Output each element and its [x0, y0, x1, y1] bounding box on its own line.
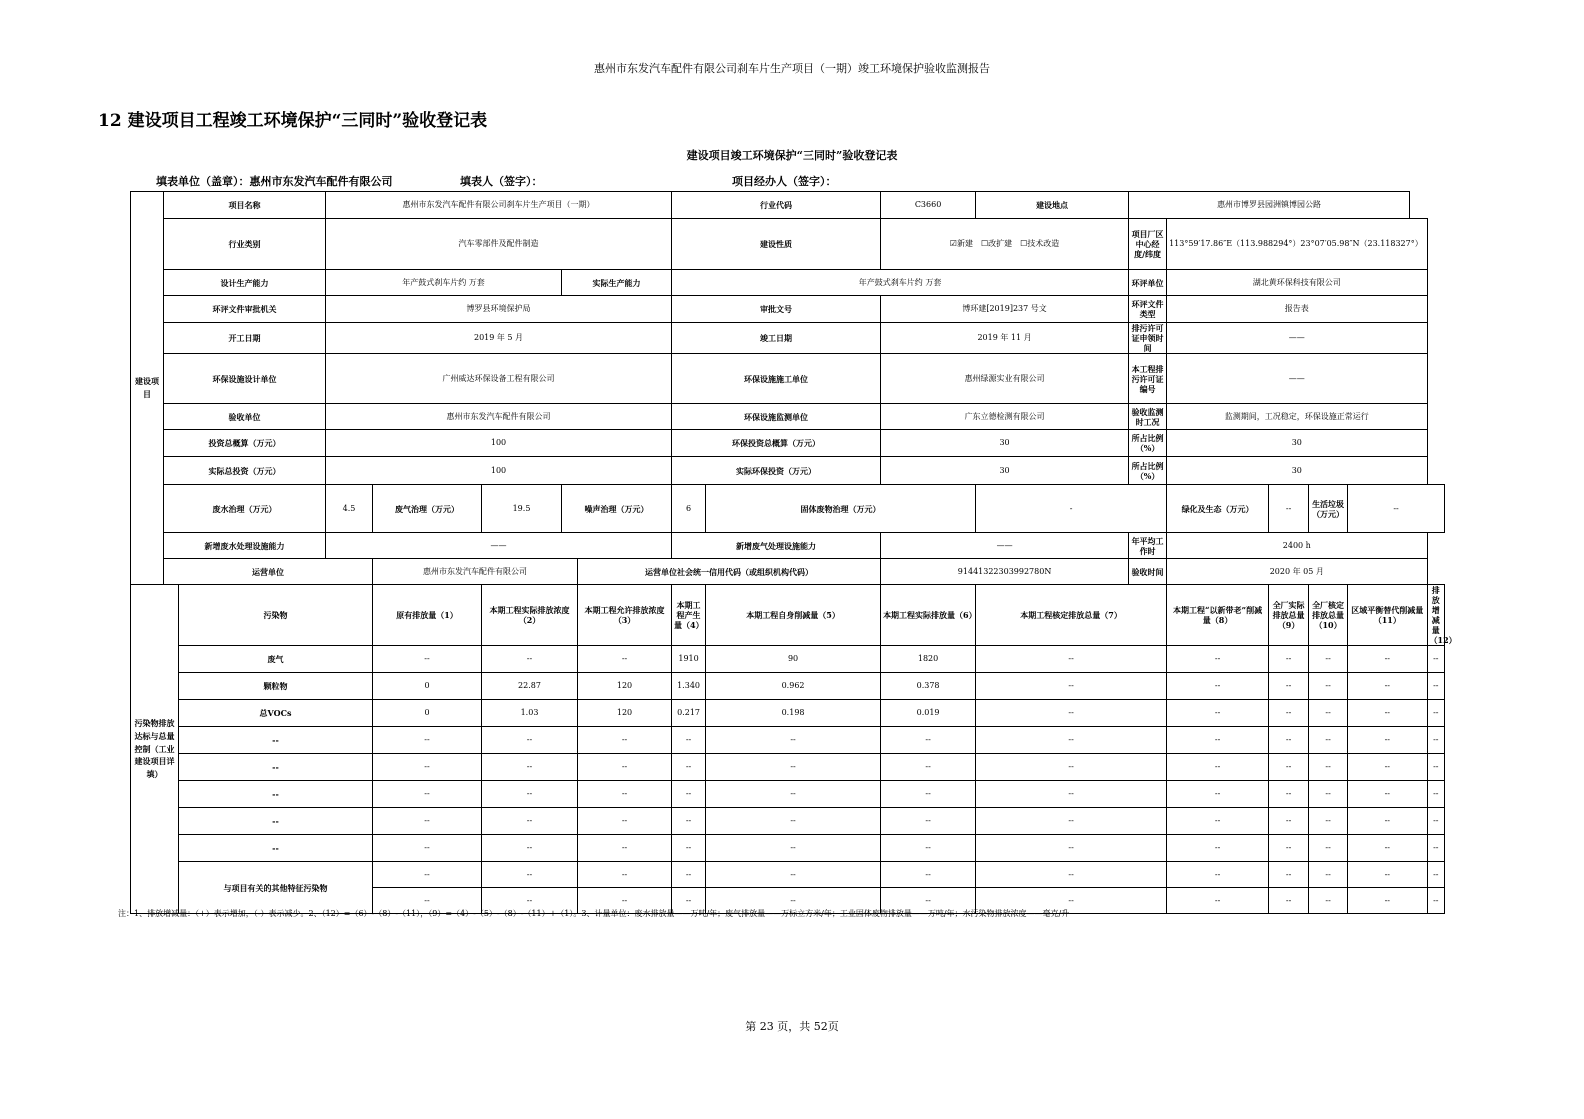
pollution-cell: --	[976, 754, 1167, 781]
value-domestic-waste-cost: --	[1348, 485, 1445, 533]
pollution-cell: --	[1167, 781, 1269, 808]
pollution-cell: --	[1269, 727, 1309, 754]
label-investment-budget: 投资总概算（万元）	[164, 430, 326, 457]
pollution-cell: --	[881, 808, 976, 835]
pollution-cell: --	[672, 781, 706, 808]
pollution-cell: --	[1427, 646, 1444, 673]
pollution-header-row	[131, 585, 1445, 646]
value-project-name: 惠州市东发汽车配件有限公司刹车片生产项目（一期）	[326, 192, 672, 219]
pollution-cell: --	[1427, 888, 1444, 914]
pollution-cell: 1.03	[482, 700, 578, 727]
pollution-cell: --	[706, 862, 881, 888]
pollution-cell: --	[706, 888, 881, 914]
value-industry-code: C3660	[881, 192, 976, 219]
value-greening-cost: --	[1269, 485, 1309, 533]
label-acceptance-time: 验收时间	[1129, 559, 1167, 585]
label-permit-no: 本工程排污许可证编号	[1129, 354, 1167, 404]
pollution-cell: 0.019	[881, 700, 976, 727]
label-approver: 环评文件审批机关	[164, 296, 326, 323]
pollution-row	[131, 835, 1445, 862]
pollution-cell: 0.378	[881, 673, 976, 700]
fill-person: 填表人（签字）：	[460, 175, 543, 188]
value-actual-env-investment: 30	[881, 457, 1129, 485]
pollution-cell: 0	[373, 700, 482, 727]
pollution-cell: --	[1167, 673, 1269, 700]
pollution-cell: --	[672, 727, 706, 754]
value-permit-no: ——	[1167, 354, 1427, 404]
pollution-cell: --	[1348, 835, 1427, 862]
pollution-cell: --	[1309, 700, 1348, 727]
pollution-cell: --	[1309, 835, 1348, 862]
pollution-cell: --	[1427, 862, 1444, 888]
value-wastegas-cost: 19.5	[482, 485, 562, 533]
pollution-cell: --	[1348, 646, 1427, 673]
pollution-cell: --	[672, 754, 706, 781]
value-env-build-unit: 惠州绿源实业有限公司	[881, 354, 1129, 404]
pollution-row	[131, 700, 1445, 727]
label-complete-date: 竣工日期	[672, 323, 881, 354]
pollution-cell: --	[706, 727, 881, 754]
pollution-cell: --	[1427, 727, 1444, 754]
pollution-cell: --	[706, 781, 881, 808]
pollution-cell: --	[1427, 754, 1444, 781]
pollution-cell: --	[1427, 835, 1444, 862]
pollution-row	[131, 646, 1445, 673]
value-ratio-actual: 30	[1167, 457, 1427, 485]
pollution-cell: --	[179, 808, 373, 835]
pollution-header-cell: 原有排放量（1）	[373, 585, 482, 646]
pollution-cell: --	[1269, 646, 1309, 673]
pollution-cell: --	[976, 808, 1167, 835]
label-new-wastewater-capacity: 新增废水处理设施能力	[164, 533, 326, 559]
pollution-cell: --	[373, 808, 482, 835]
pollution-cell: --	[1269, 808, 1309, 835]
label-actual-env-investment: 实际环保投资（万元）	[672, 457, 881, 485]
pollution-cell: --	[1167, 835, 1269, 862]
value-start-date: 2019 年 5 月	[326, 323, 672, 354]
pollution-cell: 90	[706, 646, 881, 673]
pollution-cell: --	[578, 754, 672, 781]
pollution-cell: 1910	[672, 646, 706, 673]
pollution-header-cell: 本期工程允许排放浓度（3）	[578, 585, 672, 646]
pollution-cell: --	[672, 835, 706, 862]
pollution-cell: 0.217	[672, 700, 706, 727]
pollution-cell: --	[1167, 646, 1269, 673]
pollution-cell: 22.87	[482, 673, 578, 700]
pollution-cell: 颗粒物	[179, 673, 373, 700]
pollution-cell: --	[672, 888, 706, 914]
pollution-cell: --	[482, 727, 578, 754]
label-solid-waste-cost: 固体废物治理（万元）	[706, 485, 976, 533]
pollution-row	[131, 808, 1445, 835]
label-actual-investment: 实际总投资（万元）	[164, 457, 326, 485]
label-greening-cost: 绿化及生态（万元）	[1167, 485, 1269, 533]
value-approver: 博罗县环境保护局	[326, 296, 672, 323]
pollution-cell: --	[976, 727, 1167, 754]
registration-table	[130, 191, 1457, 914]
label-env-build-unit: 环保设施施工单位	[672, 354, 881, 404]
pollution-cell: --	[179, 754, 373, 781]
pollution-header-cell: 区域平衡替代削减量（11）	[1348, 585, 1427, 646]
label-wastegas-cost: 废气治理（万元）	[373, 485, 482, 533]
label-env-investment-budget: 环保投资总概算（万元）	[672, 430, 881, 457]
pollution-cell: --	[1427, 781, 1444, 808]
label-actual-capacity: 实际生产能力	[562, 270, 672, 296]
value-monitor-condition: 监测期间，工况稳定，环保设施正常运行	[1167, 404, 1427, 430]
label-annual-hours: 年平均工作时	[1129, 533, 1167, 559]
page-header: 惠州市东发汽车配件有限公司刹车片生产项目（一期）竣工环境保护验收监测报告	[594, 62, 990, 75]
pollution-row	[131, 673, 1445, 700]
pollution-header-cell: 全厂实际排放总量（9）	[1269, 585, 1309, 646]
pollution-cell: --	[179, 835, 373, 862]
pollution-cell: --	[1348, 700, 1427, 727]
pollution-cell: 1.340	[672, 673, 706, 700]
pollution-cell: --	[1167, 862, 1269, 888]
label-industry-code: 行业代码	[672, 192, 881, 219]
pollution-cell: --	[1309, 808, 1348, 835]
pollution-cell: --	[1309, 727, 1348, 754]
pollution-cell: --	[373, 781, 482, 808]
value-acceptance-time: 2020 年 05 月	[1167, 559, 1427, 585]
pollution-row	[131, 754, 1445, 781]
project-manager: 项目经办人（签字）：	[732, 175, 837, 188]
value-solid-waste-cost: -	[976, 485, 1167, 533]
value-design-capacity: 年产鼓式刹车片约 万套	[326, 270, 562, 296]
pollution-header-cell: 全厂核定排放总量（10）	[1309, 585, 1348, 646]
pollution-cell: --	[976, 646, 1167, 673]
value-credit-code: 91441322303992780N	[881, 559, 1129, 585]
label-industry-category: 行业类别	[164, 219, 326, 270]
value-env-design-unit: 广州威达环保设备工程有限公司	[326, 354, 672, 404]
pollution-cell: --	[881, 888, 976, 914]
pollution-cell: --	[373, 727, 482, 754]
other-pollutant-row	[131, 862, 1445, 888]
label-ratio-budget: 所占比例（%）	[1129, 430, 1167, 457]
label-env-design-unit: 环保设施设计单位	[164, 354, 326, 404]
pollution-cell: --	[706, 835, 881, 862]
pollution-cell: --	[482, 835, 578, 862]
pollution-cell: --	[578, 781, 672, 808]
label-other-pollutants: 与项目有关的其他特征污染物	[179, 862, 373, 914]
pollution-cell: --	[373, 862, 482, 888]
value-new-wastewater-capacity: ——	[326, 533, 672, 559]
pollution-cell: --	[1167, 700, 1269, 727]
pollution-row	[131, 727, 1445, 754]
value-operator: 惠州市东发汽车配件有限公司	[373, 559, 578, 585]
pollution-cell: --	[179, 727, 373, 754]
value-site: 惠州市博罗县园洲镇博园公路	[1129, 192, 1410, 219]
pollution-cell: --	[1269, 754, 1309, 781]
label-monitor-condition: 验收监测时工况	[1129, 404, 1167, 430]
pollution-cell: 120	[578, 673, 672, 700]
pollution-cell: --	[1167, 888, 1269, 914]
pollution-cell: --	[1348, 808, 1427, 835]
label-build-nature: 建设性质	[672, 219, 881, 270]
pollution-cell: --	[578, 646, 672, 673]
footnote: 注：1、排放增减量：（+）表示增加，（-）表示减少。2、（12）=（6）-（8）-（11），（9）=（4）-（5）-（8）-（11）+（1）。3、计量单位：废水排放量——万吨/年；废气排放量——万标立方米/年；工业固体废物排放量——万吨/年；水污染物排放浓度——毫克/升	[118, 909, 1070, 918]
pollution-cell: --	[976, 888, 1167, 914]
value-complete-date: 2019 年 11 月	[881, 323, 1129, 354]
label-monitor-unit: 环保设施监测单位	[672, 404, 881, 430]
pollution-cell: --	[1269, 835, 1309, 862]
pollution-header-cell: 本期工程“以新带老”削减量（8）	[1167, 585, 1269, 646]
label-credit-code: 运营单位社会统一信用代码（或组织机构代码）	[578, 559, 881, 585]
pollution-header-cell: 本期工程实际排放量（6）	[881, 585, 976, 646]
pollution-cell: --	[976, 835, 1167, 862]
value-wastewater-cost: 4.5	[326, 485, 373, 533]
pollution-cell: --	[373, 754, 482, 781]
value-monitor-unit: 广东立德检测有限公司	[881, 404, 1129, 430]
pollution-cell: --	[1309, 781, 1348, 808]
pollution-cell: --	[578, 808, 672, 835]
value-noise-cost: 6	[672, 485, 706, 533]
label-eia-unit: 环评单位	[1129, 270, 1167, 296]
pollution-cell: --	[1427, 673, 1444, 700]
pollution-cell: --	[1427, 700, 1444, 727]
pollution-cell: --	[482, 646, 578, 673]
pollution-cell: --	[706, 808, 881, 835]
value-investment-budget: 100	[326, 430, 672, 457]
pollution-cell: --	[179, 781, 373, 808]
pollution-cell: 0	[373, 673, 482, 700]
pollution-cell: --	[976, 700, 1167, 727]
fill-unit: 填表单位（盖章）：惠州市东发汽车配件有限公司	[156, 175, 393, 188]
pollution-cell: --	[1309, 646, 1348, 673]
label-noise-cost: 噪声治理（万元）	[562, 485, 672, 533]
pollution-cell: --	[1348, 727, 1427, 754]
value-center-coords: 113°59′17.86″E（113.988294°）23°07′05.98″N（23.118327°）	[1167, 219, 1427, 270]
pollution-cell: --	[482, 808, 578, 835]
label-project-name: 项目名称	[164, 192, 326, 219]
section-pollution-label: 污染物排放达标与总量控制（工业建设项目详填）	[131, 585, 179, 914]
pollution-header-cell: 本期工程自身削减量（5）	[706, 585, 881, 646]
pollution-cell: --	[976, 781, 1167, 808]
pollution-header-cell: 排放增减量（12）	[1427, 585, 1444, 646]
label-site: 建设地点	[976, 192, 1129, 219]
pollution-cell: --	[373, 888, 482, 914]
pollution-cell: --	[1309, 673, 1348, 700]
pollution-cell: --	[1427, 808, 1444, 835]
pollution-cell: --	[1348, 862, 1427, 888]
pollution-cell: --	[1269, 673, 1309, 700]
pollution-cell: --	[1269, 781, 1309, 808]
value-build-nature: ☑新建 ☐改扩建 ☐技术改造	[881, 219, 1129, 270]
pollution-cell: --	[1269, 862, 1309, 888]
pollution-cell: --	[1167, 754, 1269, 781]
value-industry-category: 汽车零部件及配件制造	[326, 219, 672, 270]
pollution-cell: --	[1167, 727, 1269, 754]
label-wastewater-cost: 废水治理（万元）	[164, 485, 326, 533]
pollution-cell: --	[672, 862, 706, 888]
pollution-header-cell: 本期工程产生量（4）	[672, 585, 706, 646]
value-approval-no: 博环建[2019]237 号文	[881, 296, 1129, 323]
pollution-cell: --	[482, 781, 578, 808]
pollution-cell: --	[1348, 673, 1427, 700]
pollution-cell: --	[1269, 888, 1309, 914]
label-new-wastegas-capacity: 新增废气处理设施能力	[672, 533, 881, 559]
label-acceptance-unit: 验收单位	[164, 404, 326, 430]
pollution-cell: --	[881, 835, 976, 862]
pollution-cell: --	[1348, 888, 1427, 914]
value-new-wastegas-capacity: ——	[881, 533, 1129, 559]
pollution-cell: 废气	[179, 646, 373, 673]
pollution-cell: --	[578, 835, 672, 862]
pollution-cell: --	[1167, 808, 1269, 835]
label-operator: 运营单位	[164, 559, 373, 585]
pollution-cell: --	[1309, 888, 1348, 914]
pollution-cell: --	[1348, 781, 1427, 808]
section-title: 12 建设项目工程竣工环境保护“三同时”验收登记表	[98, 111, 488, 131]
pollution-header-cell: 本期工程核定排放总量（7）	[976, 585, 1167, 646]
pollution-row	[131, 781, 1445, 808]
pollution-cell: --	[373, 646, 482, 673]
value-actual-investment: 100	[326, 457, 672, 485]
pollution-cell: 0.198	[706, 700, 881, 727]
value-ratio-budget: 30	[1167, 430, 1427, 457]
pollution-cell: --	[881, 727, 976, 754]
label-eia-type: 环评文件类型	[1129, 296, 1167, 323]
label-approval-no: 审批文号	[672, 296, 881, 323]
pollution-cell: 0.962	[706, 673, 881, 700]
pollution-cell: --	[1348, 754, 1427, 781]
value-acceptance-unit: 惠州市东发汽车配件有限公司	[326, 404, 672, 430]
pollution-cell: --	[578, 862, 672, 888]
pollution-cell: 1820	[881, 646, 976, 673]
pollution-cell: --	[373, 835, 482, 862]
pollution-cell: --	[881, 862, 976, 888]
pollution-header-cell: 本期工程实际排放浓度（2）	[482, 585, 578, 646]
table-caption: 建设项目竣工环境保护“三同时”验收登记表	[686, 149, 898, 162]
pollution-cell: --	[578, 888, 672, 914]
pollution-cell: --	[1309, 754, 1348, 781]
label-center-coords: 项目厂区中心经度/纬度	[1129, 219, 1167, 270]
pollution-cell: --	[976, 862, 1167, 888]
pollution-cell: --	[881, 754, 976, 781]
pollution-cell: 总VOCs	[179, 700, 373, 727]
pollution-header-cell: 污染物	[179, 585, 373, 646]
section-build-label: 建设项目	[131, 192, 164, 585]
pollution-cell: --	[976, 673, 1167, 700]
pollution-cell: 120	[578, 700, 672, 727]
value-actual-capacity: 年产鼓式刹车片约 万套	[672, 270, 1129, 296]
value-annual-hours: 2400 h	[1167, 533, 1427, 559]
pollution-cell: --	[881, 781, 976, 808]
label-ratio-actual: 所占比例（%）	[1129, 457, 1167, 485]
pollution-cell: --	[706, 754, 881, 781]
pollution-cell: --	[482, 754, 578, 781]
label-design-capacity: 设计生产能力	[164, 270, 326, 296]
value-eia-type: 报告表	[1167, 296, 1427, 323]
label-domestic-waste-cost: 生活垃圾（万元）	[1309, 485, 1348, 533]
value-eia-unit: 湖北黄环保科技有限公司	[1167, 270, 1427, 296]
label-start-date: 开工日期	[164, 323, 326, 354]
pollution-cell: --	[482, 862, 578, 888]
pollution-cell: --	[672, 808, 706, 835]
value-permit-date: ——	[1167, 323, 1427, 354]
pollution-cell: --	[1269, 700, 1309, 727]
pollution-cell: --	[482, 888, 578, 914]
page-number: 第 23 页，共 52页	[745, 1020, 839, 1033]
label-permit-date: 排污许可证申领时间	[1129, 323, 1167, 354]
pollution-cell: --	[1309, 862, 1348, 888]
pollution-cell: --	[578, 727, 672, 754]
value-env-investment-budget: 30	[881, 430, 1129, 457]
